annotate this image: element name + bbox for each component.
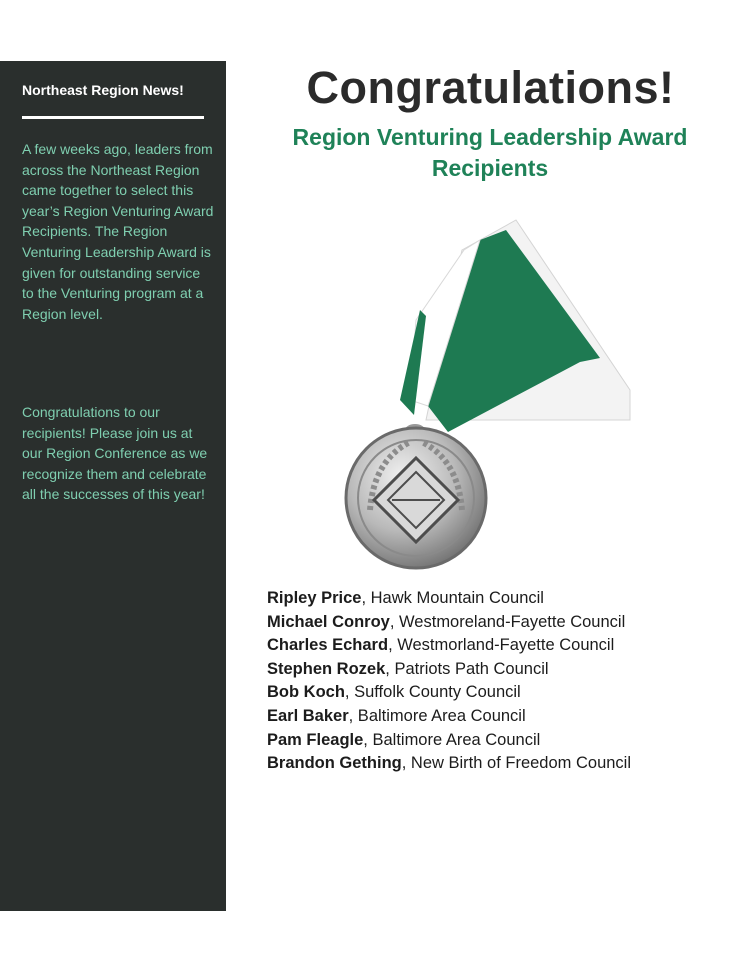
recipient-item: [267, 634, 631, 658]
recipient-name: Stephen Rozek: [267, 659, 386, 678]
recipient-list: [267, 587, 631, 776]
recipient-name: Brandon Gething: [267, 754, 402, 773]
recipient-item: [267, 658, 631, 682]
recipient-item: [267, 587, 631, 611]
recipient-council: , Westmoreland-Fayette Council: [389, 612, 626, 631]
page-subtitle: Region Venturing Leadership Award Recipients: [292, 124, 688, 181]
recipient-council: , Baltimore Area Council: [348, 706, 526, 725]
recipient-item: [267, 681, 631, 705]
sidebar-title: Northeast Region News!: [22, 82, 184, 98]
recipient-council: , Patriots Path Council: [385, 659, 549, 678]
recipient-item: [267, 729, 631, 753]
sidebar-divider: [22, 116, 204, 119]
recipient-council: , Hawk Mountain Council: [361, 589, 544, 607]
page-title: Congratulations!: [306, 62, 675, 113]
news-sidebar: [0, 61, 226, 911]
sidebar-paragraph-congrats: Congratulations to our recipients! Please join us at our Region Conference as we recognize them and celebrate all the successes of this year!: [22, 404, 208, 503]
recipient-name: Pam Fleagle: [267, 730, 364, 749]
recipient-item: [267, 752, 631, 776]
recipient-name: Earl Baker: [267, 706, 349, 725]
recipient-name: Michael Conroy: [267, 612, 390, 631]
recipient-council: , Westmorland-Fayette Council: [388, 636, 615, 655]
recipient-item: [267, 705, 631, 729]
recipient-council: , New Birth of Freedom Council: [401, 754, 632, 773]
venturing-medal-icon: [330, 210, 640, 570]
recipient-council: , Suffolk County Council: [344, 683, 521, 702]
recipient-name: Bob Koch: [267, 683, 345, 702]
recipient-name: Charles Echard: [267, 636, 389, 655]
recipient-name: Ripley Price: [267, 589, 362, 607]
recipient-council: , Baltimore Area Council: [363, 730, 541, 749]
sidebar-paragraph-intro: A few weeks ago, leaders from across the Northeast Region came together to select this year’s Region Venturing Award Recipients. The Region Venturing Leadership Award is given for outstanding service to the Venturing program at a Region level.: [22, 141, 214, 322]
recipient-item: [267, 611, 631, 635]
